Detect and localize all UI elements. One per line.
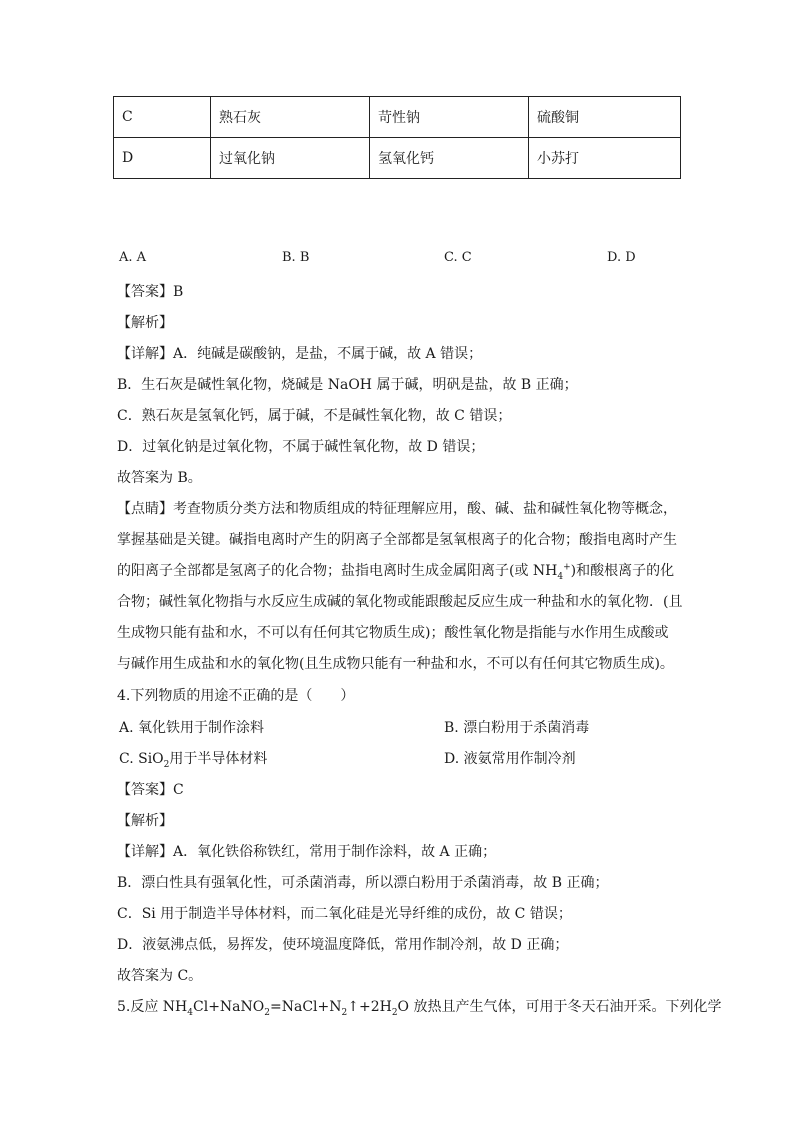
- q3-detail-line: 【详解】A．纯碱是碳酸钠，是盐，不属于碱，故 A 错误；: [117, 346, 483, 362]
- table-row: [114, 138, 681, 179]
- table-cell: 小苏打: [529, 138, 681, 179]
- choice-b: B. B: [282, 250, 310, 265]
- table-cell: 过氧化钠: [211, 138, 370, 179]
- q4-detail-line: C．Si 用于制造半导体材料，而二氧化硅是光导纤维的成份，故 C 错误；: [117, 906, 572, 922]
- q5-subscript: 2: [264, 1007, 270, 1018]
- q5-subscript: 2: [341, 1007, 348, 1018]
- q4-conclusion: 故答案为 C。: [117, 968, 203, 984]
- comment-text: )和酸根离子的化: [570, 563, 675, 579]
- q3-comment-line: 与碱作用生成盐和水的氧化物(且生成物只能有一种盐和水，不可以有任何其它物质生成)。: [117, 656, 674, 672]
- choice-d: D. D: [607, 250, 636, 265]
- table-row: [114, 97, 681, 138]
- q5-text: O 放热且产生气体，可用于冬天石油开采。下列化学: [397, 999, 722, 1015]
- q3-comment-line: 掌握基础是关键。碱指电离时产生的阴离子全部都是氢氧根离子的化合物；酸指电离时产生: [117, 532, 677, 548]
- q3-detail-line: D．过氧化钠是过氧化物，不属于碱性氧化物，故 D 错误；: [117, 439, 485, 455]
- q4-detail-line: B．漂白性具有强氧化性，可杀菌消毒，所以漂白粉用于杀菌消毒，故 B 正确；: [117, 875, 609, 891]
- nh4-superscript: +: [563, 562, 571, 573]
- table-cell: 熟石灰: [211, 97, 370, 138]
- q5-subscript: 4: [187, 1007, 194, 1018]
- q3-conclusion: 故答案为 B。: [117, 470, 202, 486]
- q4-option-b: B. 漂白粉用于杀菌消毒: [444, 720, 590, 736]
- nh4-subscript: 4: [557, 571, 564, 582]
- q3-detail-line: B．生石灰是碱性氧化物，烧碱是 NaOH 属于碱，明矾是盐，故 B 正确；: [117, 377, 578, 393]
- q4-analysis-heading: 【解析】: [117, 813, 173, 829]
- table-cell: 氢氧化钙: [370, 138, 529, 179]
- q3-choices: [119, 250, 719, 272]
- q4-detail-line: D．液氨沸点低，易挥发，使环境温度降低，常用作制冷剂，故 D 正确；: [117, 937, 569, 953]
- q4-answer: 【答案】C: [117, 782, 184, 798]
- q5-text: ↑+2H: [347, 999, 392, 1015]
- comment-text: 的阳离子全部都是氢离子的化合物；盐指电离时生成金属阳离子(或 NH: [117, 563, 558, 579]
- option-text: C. SiO: [119, 751, 164, 767]
- choice-c: C. C: [444, 250, 472, 265]
- table-cell: 硫酸铜: [529, 97, 681, 138]
- q3-comment-line: 合物；碱性氧化物指与水反应生成碱的氧化物或能跟酸起反应生成一种盐和水的氧化物．(且: [117, 594, 683, 610]
- q4-option-c: [119, 749, 267, 769]
- q4-option-d: D. 液氨常用作制冷剂: [444, 751, 576, 767]
- q3-comment-line: [117, 561, 674, 581]
- table-cell: 苛性钠: [370, 97, 529, 138]
- q5-text: =NaCl+N: [270, 999, 342, 1015]
- q3-comment-line: 生成物只能有盐和水，不可以有任何其它物质生成)；酸性氧化物是指能与水作用生成酸或: [117, 625, 669, 641]
- choice-a: A. A: [119, 250, 147, 265]
- option-text: 用于半导体材料: [169, 751, 268, 767]
- q4-option-a: A. 氧化铁用于制作涂料: [119, 720, 265, 736]
- q4-detail-line: 【详解】A．氧化铁俗称铁红，常用于制作涂料，故 A 正确；: [117, 844, 497, 860]
- table-cell: C: [114, 97, 211, 138]
- q3-comment-line: 【点睛】考查物质分类方法和物质组成的特征理解应用，酸、碱、盐和碱性氧化物等概念，: [117, 501, 677, 517]
- q5-subscript: 2: [391, 1007, 398, 1018]
- q3-answer: 【答案】B: [117, 284, 184, 300]
- options-table: [113, 96, 681, 179]
- q5-text: 5.反应 NH: [117, 999, 188, 1015]
- q4-question: 4.下列物质的用途不正确的是（ ）: [117, 688, 355, 704]
- q5-question: [117, 997, 721, 1017]
- table-cell: D: [114, 138, 211, 179]
- q3-detail-line: C．熟石灰是氢氧化钙，属于碱，不是碱性氧化物，故 C 错误；: [117, 408, 512, 424]
- q5-text: Cl+NaNO: [193, 999, 265, 1015]
- q3-analysis-heading: 【解析】: [117, 315, 173, 331]
- sio2-subscript: 2: [163, 759, 170, 770]
